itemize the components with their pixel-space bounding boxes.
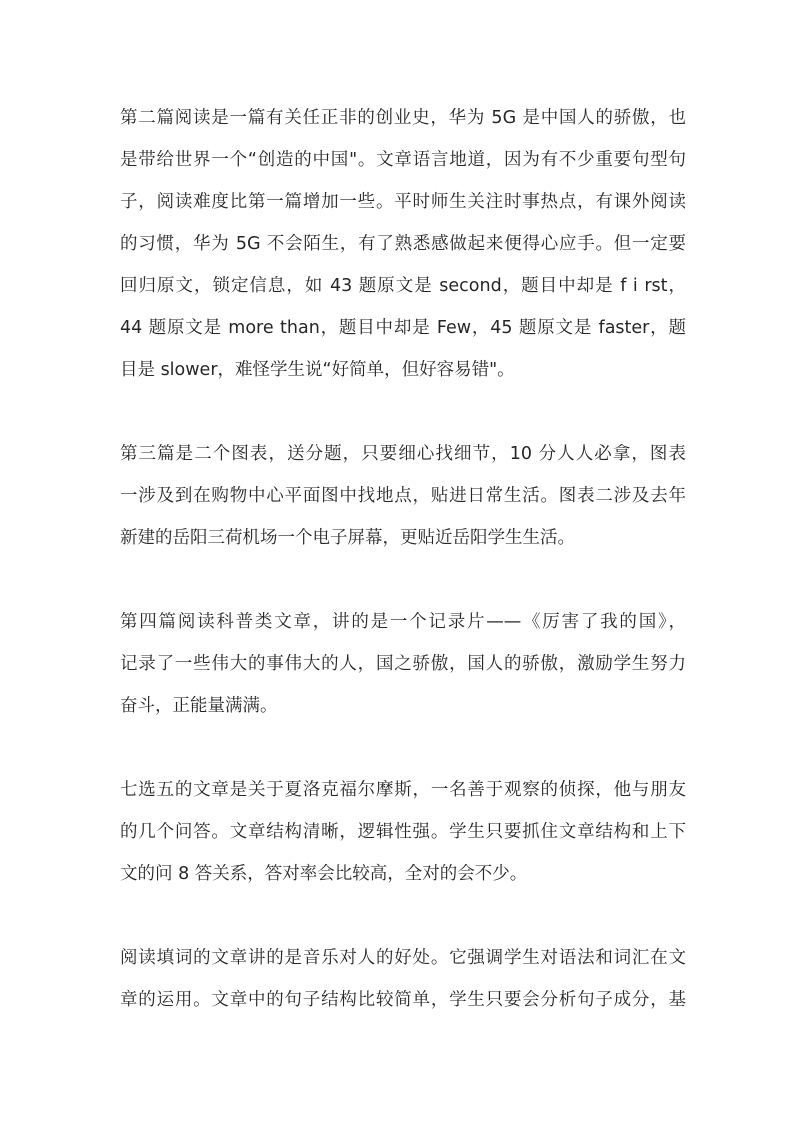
paragraph-fill-in-reading [120, 937, 686, 1021]
paragraph-line: 是带给世界一个“创造的中国"。文章语言地道，因为有不少重要句型句 [120, 150, 686, 170]
paragraph-documentary-reading [120, 601, 686, 727]
paragraph-line: 记录了一些伟大的事伟大的人，国之骄傲，国人的骄傲，激励学生努力 [120, 654, 686, 674]
paragraph-line: 文的问 8 答关系，答对率会比较高，全对的会不少。 [120, 864, 528, 884]
paragraph-line: 的几个问答。文章结构清晰，逻辑性强。学生只要抓住文章结构和上下 [120, 822, 686, 842]
paragraph-line: 奋斗，正能量满满。 [120, 696, 278, 716]
paragraph-line: 第二篇阅读是一篇有关任正非的创业史，华为 5G 是中国人的骄傲，也 [120, 108, 686, 128]
paragraph-huawei-reading [120, 97, 686, 391]
paragraph-line: 回归原文，锁定信息，如 43 题原文是 second，题目中却是 f i rst， [120, 276, 686, 296]
paragraph-line: 一涉及到在购物中心平面图中找地点，贴进日常生活。图表二涉及去年 [120, 486, 686, 506]
paragraph-seven-choose-five [120, 769, 686, 895]
paragraph-line: 新建的岳阳三荷机场一个电子屏幕，更贴近岳阳学生生活。 [120, 528, 575, 548]
paragraph-line: 七选五的文章是关于夏洛克福尔摩斯，一名善于观察的侦探，他与朋友 [120, 780, 686, 800]
paragraph-line: 44 题原文是 more than，题目中却是 Few，45 题原文是 faster，题 [120, 318, 686, 338]
paragraph-line: 阅读填词的文章讲的是音乐对人的好处。它强调学生对语法和词汇在文 [120, 948, 686, 968]
paragraph-line: 第三篇是二个图表，送分题，只要细心找细节，10 分人人必拿，图表 [120, 444, 686, 464]
paragraph-line: 章的运用。文章中的句子结构比较简单，学生只要会分析句子成分，基 [120, 990, 686, 1010]
paragraph-line: 的习惯，华为 5G 不会陌生，有了熟悉感做起来便得心应手。但一定要 [120, 234, 686, 254]
paragraph-line: 目是 slower，难怪学生说“好简单，但好容易错"。 [120, 360, 515, 380]
paragraph-charts-reading [120, 433, 686, 559]
paragraph-line: 第四篇阅读科普类文章，讲的是一个记录片——《厉害了我的国》， [120, 612, 686, 632]
paragraph-line: 子，阅读难度比第一篇增加一些。平时师生关注时事热点，有课外阅读 [120, 192, 686, 212]
